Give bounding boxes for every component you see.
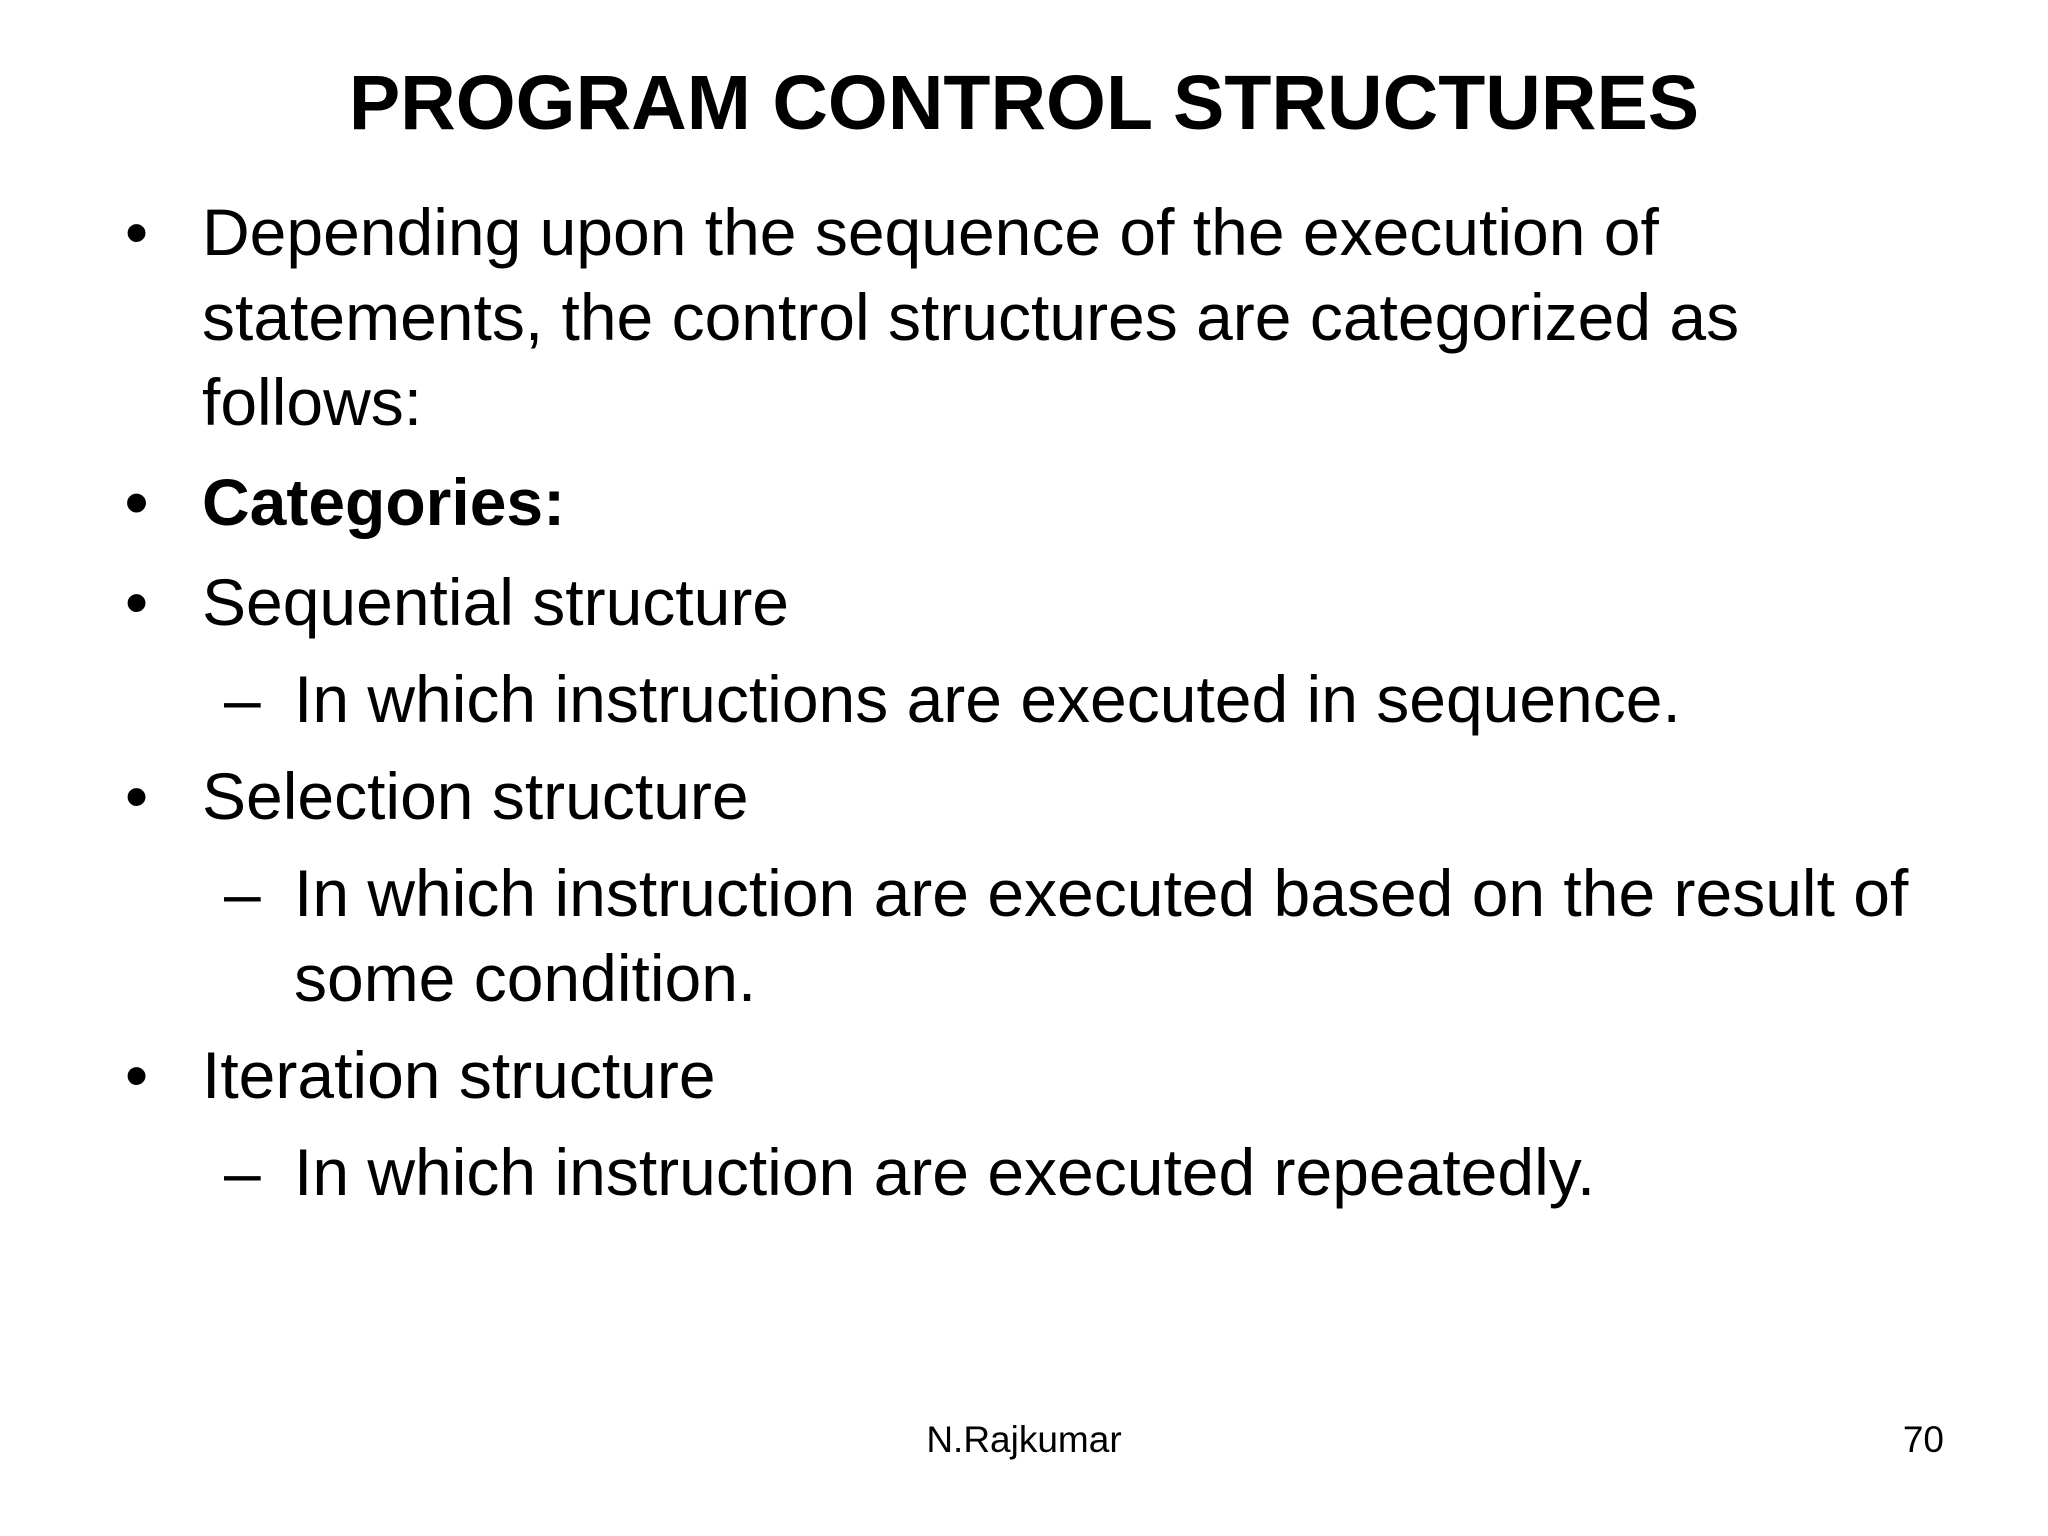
bullet-text: Depending upon the sequence of the execution of statements, the control structures are categorized as follows:	[202, 195, 1740, 439]
dash-icon: –	[224, 856, 261, 930]
dash-icon: –	[224, 662, 261, 736]
sub-item-text: In which instruction are executed based on the result of some condition.	[294, 856, 1909, 1015]
bullet-item-sequential	[120, 560, 1960, 645]
bullet-item-selection	[120, 754, 1960, 839]
bullet-icon: •	[125, 759, 149, 833]
sub-item-text: In which instructions are executed in sequence.	[294, 662, 1681, 736]
sub-item-text: In which instruction are executed repeatedly.	[294, 1135, 1596, 1209]
dash-icon: –	[224, 1135, 261, 1209]
bullet-text: Iteration structure	[202, 1038, 716, 1112]
footer-author: N.Rajkumar	[926, 1419, 1122, 1460]
bullet-item-intro	[120, 190, 1960, 445]
page-number: 70	[1902, 1419, 1944, 1460]
bullet-item-iteration	[120, 1033, 1960, 1118]
bullet-text: Selection structure	[202, 759, 749, 833]
bullet-item-categories	[120, 460, 1960, 545]
sub-item-iteration	[120, 1130, 1960, 1215]
bullet-icon: •	[125, 565, 149, 639]
bullet-text: Sequential structure	[202, 565, 790, 639]
slide-body	[120, 190, 1960, 1215]
sub-item-sequential	[120, 657, 1960, 742]
bullet-icon: •	[125, 465, 149, 539]
bullet-icon: •	[125, 195, 149, 269]
bullet-text: Categories:	[202, 465, 566, 539]
sub-item-selection	[120, 851, 1960, 1021]
slide-title: PROGRAM CONTROL STRUCTURES	[348, 60, 1700, 146]
bullet-icon: •	[125, 1038, 149, 1112]
